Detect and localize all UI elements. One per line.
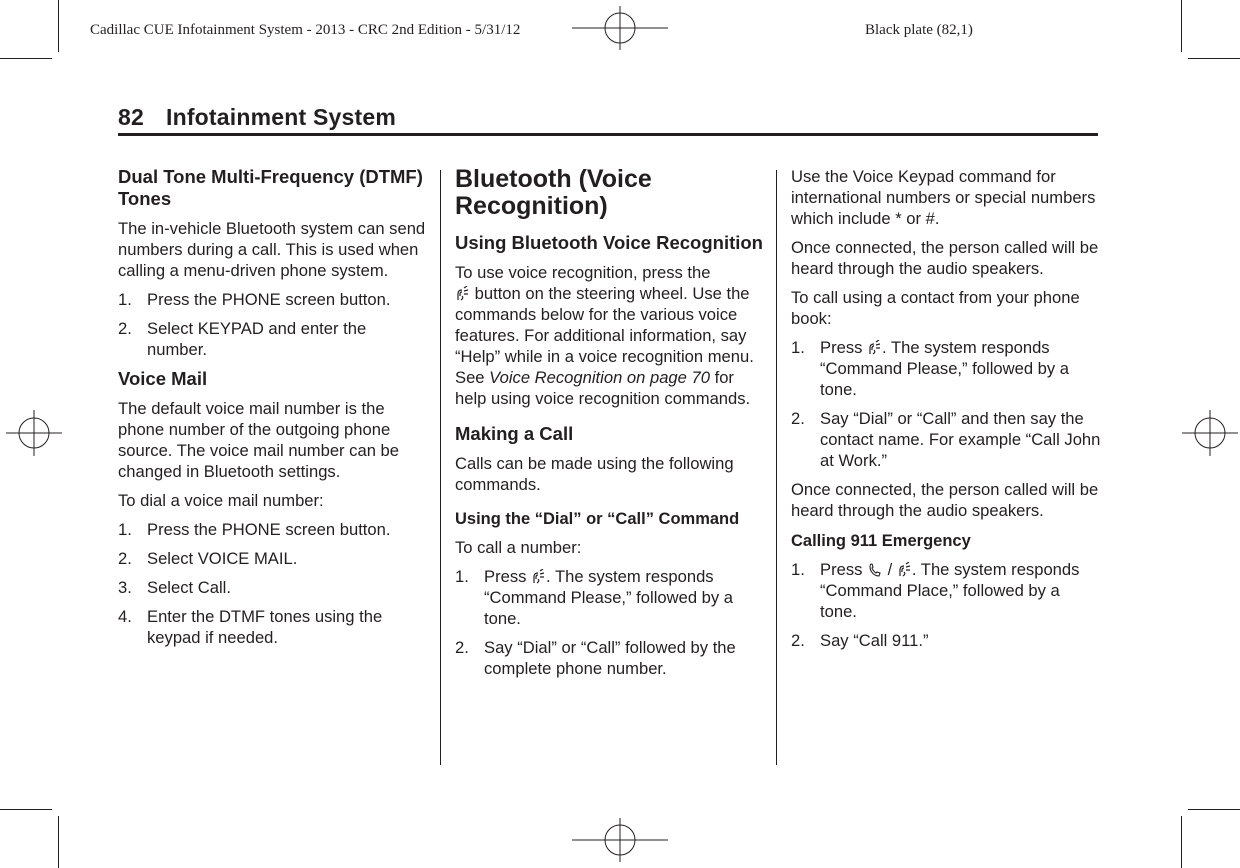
dtmf-text: The in-vehicle Bluetooth system can send numbers during a call. This is used when calling a menu-driven phone system. (118, 219, 426, 280)
voice-recognition-icon (898, 562, 910, 577)
voice-mail-heading: Voice Mail (118, 368, 208, 389)
slug-right: Black plate (82,1) (865, 22, 973, 38)
list-item: 1. Press . The system responds “Command Please,” followed by a tone. (455, 567, 734, 628)
voice-recognition-icon (532, 569, 544, 584)
voice-mail-intro: To dial a voice mail number: (118, 491, 324, 510)
column-2 (455, 166, 765, 687)
list-item: 2. Select KEYPAD and enter the number. (118, 319, 367, 359)
using-bt-text: To use voice recognition, press the button on the steering wheel. Use the commands below for the various voice features. For additional information, say “Help” while in a voice recognition menu. See Voice Recognition on page 70 for help using voice recognition commands. (455, 263, 754, 408)
list-item: 1. Press the PHONE screen button. (118, 520, 391, 539)
column-divider-2 (776, 170, 777, 765)
list-item: 4. Enter the DTMF tones using the keypad if needed. (118, 607, 383, 647)
registration-mark-top (572, 6, 668, 50)
emergency-steps (791, 559, 1101, 651)
list-item: 2. Say “Dial” or “Call” followed by the complete phone number. (455, 638, 736, 678)
bluetooth-heading: Bluetooth (Voice Recognition) (455, 165, 652, 220)
voice-keypad-text: Use the Voice Keypad command for international numbers or special numbers which include * or #. (791, 167, 1096, 228)
voice-recognition-link[interactable]: Voice Recognition on page 70 (489, 368, 710, 387)
dial-command-heading: Using the “Dial” or “Call” Command (455, 510, 740, 528)
registration-mark-left (6, 410, 62, 456)
voice-recognition-icon (456, 286, 468, 301)
dtmf-steps (118, 289, 428, 360)
emergency-heading: Calling 911 Emergency (791, 532, 971, 550)
header-rule (118, 133, 1098, 136)
running-header (118, 104, 1098, 131)
connected-text-2: Once connected, the person called will be heard through the audio speakers. (791, 480, 1099, 520)
contact-steps (791, 337, 1101, 471)
phone-handset-icon (869, 563, 881, 577)
dtmf-heading: Dual Tone Multi-Frequency (DTMF) Tones (118, 166, 423, 209)
voice-mail-steps (118, 519, 428, 648)
column-divider-1 (440, 170, 441, 765)
list-item: 1. Press the PHONE screen button. (118, 290, 391, 309)
connected-text: Once connected, the person called will be heard through the audio speakers. (791, 238, 1099, 278)
registration-mark-right (1182, 410, 1238, 456)
section-title: Infotainment System (165, 104, 396, 130)
registration-mark-bottom (572, 818, 668, 862)
list-item: 3. Select Call. (118, 578, 231, 597)
dial-steps (455, 566, 765, 679)
list-item: 1. Press . The system responds “Command Please,” followed by a tone. (791, 338, 1070, 399)
list-item: 2. Say “Call 911.” (791, 631, 929, 650)
list-item: 2. Select VOICE MAIL. (118, 549, 298, 568)
column-1 (118, 166, 428, 656)
using-bt-heading: Using Bluetooth Voice Recognition (455, 232, 763, 253)
contact-intro: To call using a contact from your phone book: (791, 288, 1080, 328)
page-number: 82 (118, 104, 144, 130)
making-call-text: Calls can be made using the following commands. (455, 454, 734, 494)
list-item: 1. Press / . The system responds “Command Place,” followed by a tone. (791, 560, 1080, 621)
voice-mail-text: The default voice mail number is the phone number of the outgoing phone source. The voice mail number can be changed in Bluetooth settings. (118, 399, 400, 481)
voice-recognition-icon (868, 340, 880, 355)
slug-left: Cadillac CUE Infotainment System - 2013 - CRC 2nd Edition - 5/31/12 (90, 22, 521, 38)
list-item: 2. Say “Dial” or “Call” and then say the contact name. For example “Call John at Work.” (791, 409, 1101, 470)
dial-intro: To call a number: (455, 538, 582, 557)
column-3 (791, 166, 1101, 659)
making-call-heading: Making a Call (455, 423, 574, 444)
